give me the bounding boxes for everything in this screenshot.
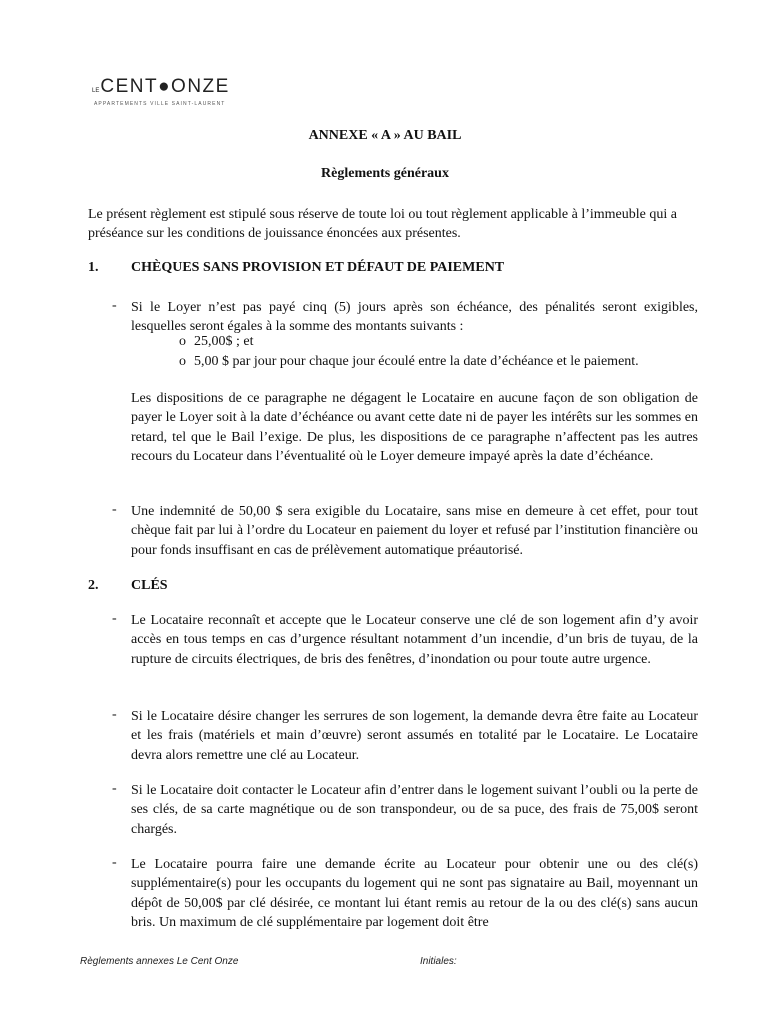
document-title: ANNEXE « A » AU BAIL xyxy=(308,128,462,143)
logo-prefix: LE xyxy=(92,88,100,94)
bullet: - xyxy=(112,781,117,796)
section-1-subitem-1-text: 25,00$ ; et xyxy=(194,334,254,349)
bullet: - xyxy=(112,298,117,313)
section-1-subitem-1 xyxy=(179,334,254,350)
sub-bullet: o xyxy=(179,354,186,369)
section-2-item-1: Le Locataire reconnaît et accepte que le Locateur conserve une clé de son logement afin d’y avoir accès en tous temps en cas d’urgence résultant notamment d’un incendie, d’un bris de tuyau, de la rupture de circuits électriques, de bris des fenêtres, d’inondation ou pour toute autre urgence. xyxy=(131,613,698,667)
sub-bullet: o xyxy=(179,334,186,349)
section-2-item-2: Si le Locataire désire changer les serrures de son logement, la demande devra être faite au Locateur et les frais (matériels et main d’œuvre) seront assumés en totalité par le Locataire. Le Locataire devra alors remettre une clé au Locateur. xyxy=(131,709,698,763)
bullet: - xyxy=(112,855,117,870)
section-1-subitem-2-text: 5,00 $ par jour pour chaque jour écoulé entre la date d’échéance et le paiement. xyxy=(194,354,639,369)
section-1-item-2: Une indemnité de 50,00 $ sera exigible du Locataire, sans mise en demeure à cet effet, pour tout chèque fait par lui à l’ordre du Locateur en paiement du loyer et refusé par l’institution financière ou pour fonds insuffisant en cas de prélèvement automatique préautorisé. xyxy=(131,504,698,558)
section-2-number: 2. xyxy=(88,578,99,593)
bullet: - xyxy=(112,502,117,517)
logo-tagline: APPARTEMENTS VILLE SAINT-LAURENT xyxy=(94,101,226,107)
section-1-paragraph: Les dispositions de ce paragraphe ne dégagent le Locataire en aucune façon de son obligation de payer le Loyer soit à la date d’échéance ou avant cette date ni de payer les intérêts sur les sommes en retard, tel que le Bail l’exige. De plus, les dispositions de ce paragraphe n’affectent pas les autres recours du Locateur dans l’éventualité où le Loyer demeure impayé après la date d’échéance. xyxy=(131,391,698,465)
section-2-heading: CLÉS xyxy=(131,578,168,593)
bullet: - xyxy=(112,611,117,626)
intro-paragraph: Le présent règlement est stipulé sous réserve de toute loi ou tout règlement applicable à l’immeuble qui a préséance sur les conditions de jouissance énoncées aux présentes. xyxy=(88,207,677,242)
bullet: - xyxy=(112,707,117,722)
section-1-item-1: Si le Loyer n’est pas payé cinq (5) jours après son échéance, des pénalités seront exigibles, lesquelles seront égales à la somme des montants suivants : xyxy=(131,300,698,335)
section-1-heading: CHÈQUES SANS PROVISION ET DÉFAUT DE PAIEMENT xyxy=(131,260,505,275)
footer-initials-label: Initiales: xyxy=(420,956,457,967)
footer-document-name: Règlements annexes Le Cent Onze xyxy=(80,956,239,967)
document-subtitle: Règlements généraux xyxy=(321,166,449,181)
section-1-subitem-2 xyxy=(179,354,639,370)
logo-name: CENT●ONZE xyxy=(100,76,230,97)
logo xyxy=(88,74,228,118)
section-1-number: 1. xyxy=(88,260,99,275)
logo-wordmark xyxy=(92,76,230,98)
section-2-item-4: Le Locataire pourra faire une demande écrite au Locateur pour obtenir une ou des clé(s) supplémentaire(s) pour les occupants du logement qui ne sont pas signataire au Bail, moyennant un dépôt de 50,00$ par clé désirée, ce montant lui étant remis au retour de la ou des clé(s) sans aucun bris. Un maximum de clé supplémentaire par logement doit être xyxy=(131,857,698,931)
section-2-item-3: Si le Locataire doit contacter le Locateur afin d’entrer dans le logement suivant l’oubli ou la perte de ses clés, de sa carte magnétique ou de son transpondeur, ou de sa puce, des frais de 75,00$ seront chargés. xyxy=(131,783,698,837)
